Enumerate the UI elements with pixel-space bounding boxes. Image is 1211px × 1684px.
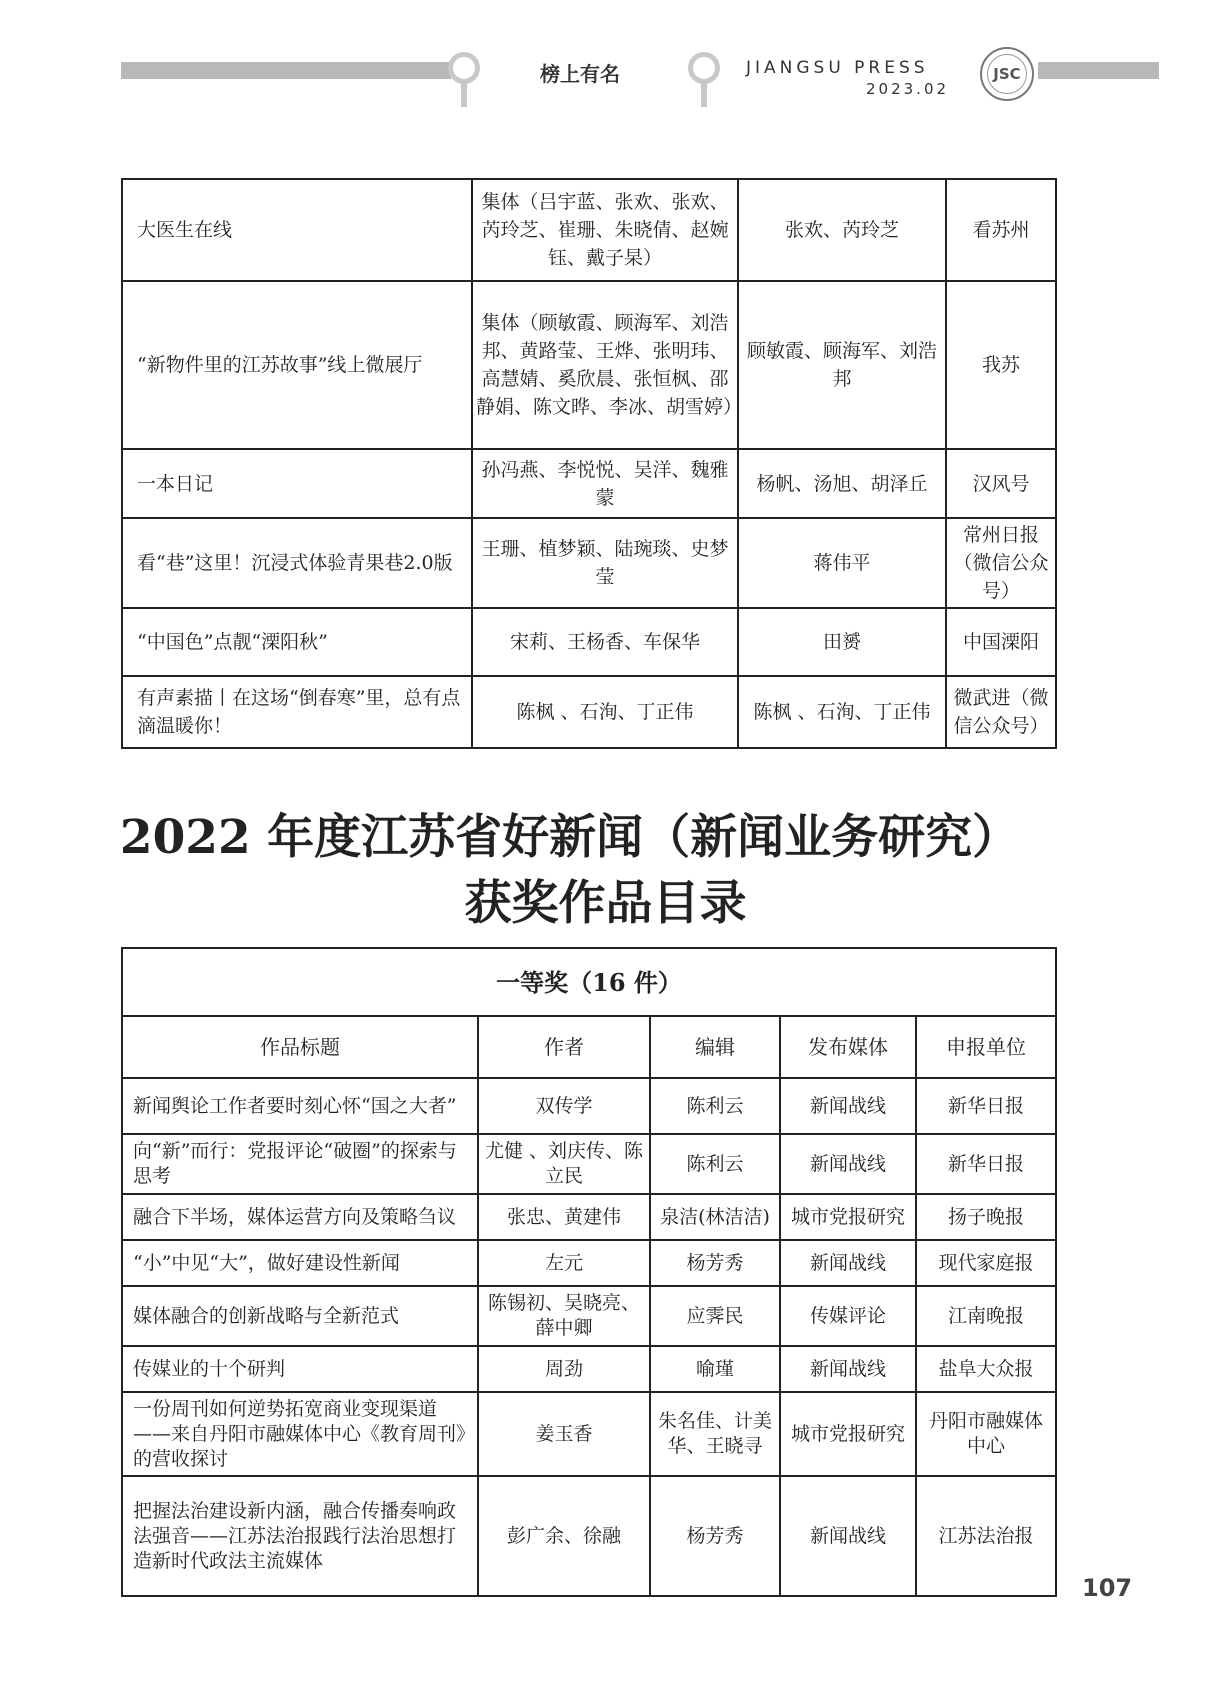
media: 新闻战线 bbox=[780, 1346, 916, 1392]
award-table-continued bbox=[121, 178, 1057, 749]
media: 中国溧阳 bbox=[946, 608, 1056, 676]
media: 城市党报研究 bbox=[780, 1392, 916, 1476]
page-number: 107 bbox=[1082, 1574, 1133, 1602]
author: 双传学 bbox=[478, 1078, 650, 1134]
publisher-logo-icon: JSC bbox=[980, 47, 1034, 101]
author: 孙冯燕、李悦悦、吴洋、魏雅蒙 bbox=[472, 449, 738, 518]
editor: 田赟 bbox=[738, 608, 946, 676]
table-row bbox=[122, 608, 1056, 676]
work-title: 一本日记 bbox=[122, 449, 472, 518]
award-header-row bbox=[122, 948, 1056, 1016]
editor: 陈枫 、石洵、丁正伟 bbox=[738, 676, 946, 748]
author: 集体（吕宇蓝、张欢、张欢、芮玲芝、崔珊、朱晓倩、赵婉钰、戴子杲） bbox=[472, 179, 738, 281]
editor: 陈利云 bbox=[650, 1134, 780, 1194]
table-row bbox=[122, 518, 1056, 608]
table-row bbox=[122, 179, 1056, 281]
header-bar-left bbox=[121, 62, 451, 79]
media: 新闻战线 bbox=[780, 1240, 916, 1286]
page-title-line-2: 获奖作品目录 bbox=[464, 876, 747, 931]
editor: 喻瑾 bbox=[650, 1346, 780, 1392]
first-prize-table bbox=[121, 947, 1057, 1597]
column-header: 发布媒体 bbox=[780, 1016, 916, 1078]
editor: 杨芳秀 bbox=[650, 1476, 780, 1596]
editor: 应霁民 bbox=[650, 1286, 780, 1346]
editor: 泉洁(林洁洁) bbox=[650, 1194, 780, 1240]
work-title: 新闻舆论工作者要时刻心怀“国之大者” bbox=[122, 1078, 478, 1134]
media: 新闻战线 bbox=[780, 1078, 916, 1134]
page-title-line-1: 2022 年度江苏省好新闻（新闻业务研究） bbox=[119, 810, 1020, 865]
work-title: “小”中见“大”，做好建设性新闻 bbox=[122, 1240, 478, 1286]
pin-icon bbox=[448, 52, 480, 84]
pin-icon bbox=[688, 52, 720, 84]
column-header: 作品标题 bbox=[122, 1016, 478, 1078]
table-row bbox=[122, 1392, 1056, 1476]
submitting-unit: 江苏法治报 bbox=[916, 1476, 1056, 1596]
media: 新闻战线 bbox=[780, 1476, 916, 1596]
author: 尤健 、刘庆传、陈立民 bbox=[478, 1134, 650, 1194]
header-bar-right bbox=[1038, 62, 1159, 79]
media: 我苏 bbox=[946, 281, 1056, 449]
submitting-unit: 新华日报 bbox=[916, 1134, 1056, 1194]
media: 微武进（微信公众号） bbox=[946, 676, 1056, 748]
table-row bbox=[122, 676, 1056, 748]
work-title: 大医生在线 bbox=[122, 179, 472, 281]
media: 汉风号 bbox=[946, 449, 1056, 518]
submitting-unit: 江南晚报 bbox=[916, 1286, 1056, 1346]
table-row bbox=[122, 281, 1056, 449]
work-title: 看“巷”这里！沉浸式体验青果巷2.0版 bbox=[122, 518, 472, 608]
author: 彭广余、徐融 bbox=[478, 1476, 650, 1596]
media: 新闻战线 bbox=[780, 1134, 916, 1194]
press-name: JIANGSU PRESS bbox=[746, 58, 929, 78]
author: 张忠、黄建伟 bbox=[478, 1194, 650, 1240]
submitting-unit: 现代家庭报 bbox=[916, 1240, 1056, 1286]
work-title: 把握法治建设新内涵，融合传播奏响政法强音——江苏法治报践行法治思想打造新时代政法主流媒体 bbox=[122, 1476, 478, 1596]
editor: 蒋伟平 bbox=[738, 518, 946, 608]
column-header: 编辑 bbox=[650, 1016, 780, 1078]
submitting-unit: 新华日报 bbox=[916, 1078, 1056, 1134]
column-header: 申报单位 bbox=[916, 1016, 1056, 1078]
author: 集体（顾敏霞、顾海军、刘浩邦、黄路莹、王烨、张明玮、高慧婧、奚欣晨、张恒枫、邵静娟、陈文晔、李冰、胡雪婷） bbox=[472, 281, 738, 449]
table-row bbox=[122, 1134, 1056, 1194]
media: 传媒评论 bbox=[780, 1286, 916, 1346]
editor: 张欢、芮玲芝 bbox=[738, 179, 946, 281]
issue-number: 2023.02 bbox=[866, 80, 950, 98]
table-row bbox=[122, 449, 1056, 518]
author: 陈锡初、吴晓亮、薛中卿 bbox=[478, 1286, 650, 1346]
work-title: 融合下半场，媒体运营方向及策略刍议 bbox=[122, 1194, 478, 1240]
table-row bbox=[122, 1078, 1056, 1134]
award-level: 一等奖（16 件） bbox=[122, 948, 1056, 1016]
editor: 杨芳秀 bbox=[650, 1240, 780, 1286]
column-header: 作者 bbox=[478, 1016, 650, 1078]
media: 城市党报研究 bbox=[780, 1194, 916, 1240]
editor: 顾敏霞、顾海军、刘浩邦 bbox=[738, 281, 946, 449]
work-title: “新物件里的江苏故事”线上微展厅 bbox=[122, 281, 472, 449]
work-title: 一份周刊如何逆势拓宽商业变现渠道——来自丹阳市融媒体中心《教育周刊》的营收探讨 bbox=[122, 1392, 478, 1476]
media: 常州日报（微信公众号） bbox=[946, 518, 1056, 608]
column-header-row bbox=[122, 1016, 1056, 1078]
work-title: “中国色”点靓“溧阳秋” bbox=[122, 608, 472, 676]
media: 看苏州 bbox=[946, 179, 1056, 281]
author: 姜玉香 bbox=[478, 1392, 650, 1476]
editor: 朱名佳、计美华、王晓寻 bbox=[650, 1392, 780, 1476]
author: 陈枫 、石洵、丁正伟 bbox=[472, 676, 738, 748]
editor: 陈利云 bbox=[650, 1078, 780, 1134]
author: 左元 bbox=[478, 1240, 650, 1286]
author: 周劲 bbox=[478, 1346, 650, 1392]
work-title: 媒体融合的创新战略与全新范式 bbox=[122, 1286, 478, 1346]
submitting-unit: 丹阳市融媒体中心 bbox=[916, 1392, 1056, 1476]
table-row bbox=[122, 1286, 1056, 1346]
table-row bbox=[122, 1194, 1056, 1240]
author: 宋莉、王杨香、车保华 bbox=[472, 608, 738, 676]
submitting-unit: 扬子晚报 bbox=[916, 1194, 1056, 1240]
section-name: 榜上有名 bbox=[540, 62, 620, 86]
table-row bbox=[122, 1476, 1056, 1596]
table-row bbox=[122, 1346, 1056, 1392]
work-title: 有声素描丨在这场“倒春寒”里，总有点滴温暖你！ bbox=[122, 676, 472, 748]
work-title: 向“新”而行：党报评论“破圈”的探索与思考 bbox=[122, 1134, 478, 1194]
table-row bbox=[122, 1240, 1056, 1286]
author: 王珊、植梦颖、陆琬琰、史梦莹 bbox=[472, 518, 738, 608]
submitting-unit: 盐阜大众报 bbox=[916, 1346, 1056, 1392]
work-title: 传媒业的十个研判 bbox=[122, 1346, 478, 1392]
editor: 杨帆、汤旭、胡泽丘 bbox=[738, 449, 946, 518]
